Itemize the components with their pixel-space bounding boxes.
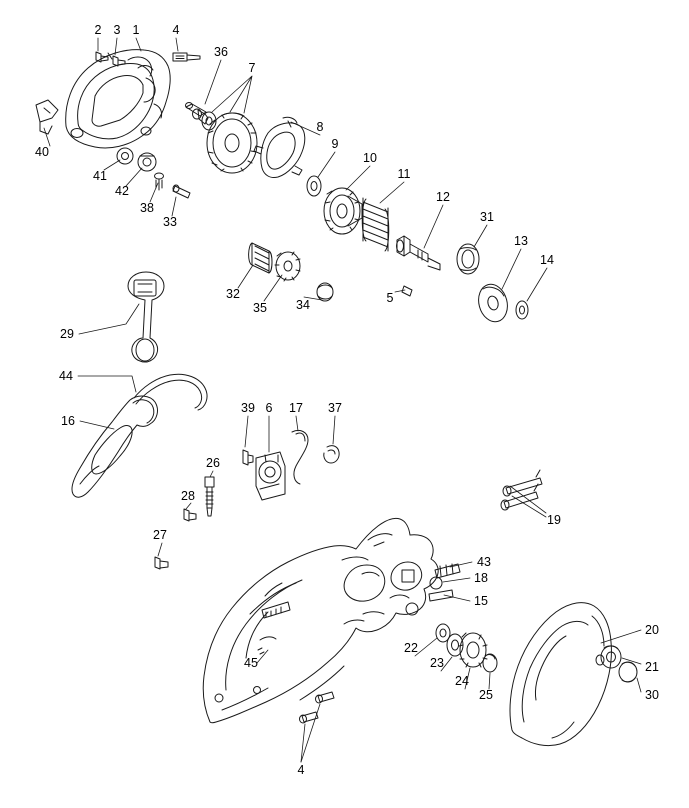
part-42-bushing: [138, 153, 156, 171]
callout-8: 8: [316, 119, 324, 134]
part-11-spring: [362, 198, 389, 251]
callout-41: 41: [93, 168, 107, 183]
part-34-nut: [317, 283, 333, 301]
callout-12: 12: [436, 189, 450, 204]
callout-19: 19: [547, 512, 561, 527]
part-45-housing: [203, 518, 438, 722]
leader-lines: [44, 38, 641, 762]
part-15-stud: [429, 590, 453, 601]
callout-11: 11: [397, 166, 411, 181]
callout-4-top: 4: [172, 22, 180, 37]
callout-25: 25: [479, 687, 493, 702]
part-20-clutch-cover: [510, 603, 611, 746]
part-2-screw: [96, 52, 108, 62]
callout-4-bottom: 4: [297, 762, 305, 777]
callout-1: 1: [132, 22, 140, 37]
callout-33: 33: [163, 214, 177, 229]
callout-35: 35: [253, 300, 267, 315]
part-8-retainer: [254, 117, 305, 177]
part-4-bolt-top: [173, 53, 200, 61]
part-33-pin: [173, 185, 190, 198]
callout-14: 14: [540, 252, 554, 267]
callout-18: 18: [474, 570, 488, 585]
part-16-oil-tank: [72, 396, 158, 497]
part-32-worm-gear: [249, 243, 272, 273]
part-13-plate: [475, 281, 512, 325]
part-9-washer: [307, 176, 321, 196]
part-14-washer: [516, 301, 528, 319]
callout-34: 34: [296, 297, 310, 312]
callout-45: 45: [244, 655, 258, 670]
part-35-gear: [275, 252, 300, 281]
callout-42: 42: [115, 183, 129, 198]
part-28-screw: [184, 509, 196, 521]
part-3-screw: [113, 56, 125, 66]
callout-6: 6: [265, 400, 273, 415]
callout-17: 17: [289, 400, 303, 415]
callout-16: 16: [61, 413, 75, 428]
callout-44: 44: [59, 368, 73, 383]
part-37-clip: [324, 446, 339, 463]
callout-2: 2: [94, 22, 102, 37]
callout-13: 13: [514, 233, 528, 248]
callout-7: 7: [248, 60, 256, 75]
callout-26: 26: [206, 455, 220, 470]
part-5-key: [402, 286, 412, 296]
callout-22: 22: [404, 640, 418, 655]
callout-23: 23: [430, 655, 444, 670]
part-43-stud: [435, 564, 460, 578]
callout-3: 3: [113, 22, 121, 37]
callout-9: 9: [331, 136, 339, 151]
callout-21: 21: [645, 659, 659, 674]
part-25-clip: [483, 654, 497, 672]
callout-37: 37: [328, 400, 342, 415]
part-17-oil-line: [292, 430, 308, 484]
callout-36: 36: [214, 44, 228, 59]
callout-24: 24: [455, 673, 469, 688]
part-19-bolts: [501, 470, 542, 510]
part-10-clutch-drum: [324, 188, 362, 234]
part-29-connecting-rod: [128, 272, 164, 362]
part-6-oil-pump: [256, 452, 285, 500]
part-39-screw: [243, 450, 253, 465]
part-31-bearing: [457, 244, 479, 274]
callout-39: 39: [241, 400, 255, 415]
callout-40: 40: [35, 144, 49, 159]
callout-29: 29: [60, 326, 74, 341]
callout-10: 10: [363, 150, 377, 165]
callout-31: 31: [480, 209, 494, 224]
part-7-gear: [193, 109, 258, 173]
callout-20: 20: [645, 622, 659, 637]
callout-5: 5: [386, 290, 394, 305]
part-41-washer: [117, 148, 133, 164]
part-12-crankshaft: [397, 236, 441, 270]
part-27-screw: [155, 557, 168, 569]
callout-43: 43: [477, 554, 491, 569]
callout-32: 32: [226, 286, 240, 301]
part-44-oil-hose: [134, 374, 207, 410]
callout-27: 27: [153, 527, 167, 542]
part-30-cap: [619, 662, 637, 682]
callout-38: 38: [140, 200, 154, 215]
callout-15: 15: [474, 593, 488, 608]
part-40-fitting: [36, 100, 58, 134]
callout-30: 30: [645, 687, 659, 702]
callout-28: 28: [181, 488, 195, 503]
part-26-screw: [205, 477, 214, 516]
